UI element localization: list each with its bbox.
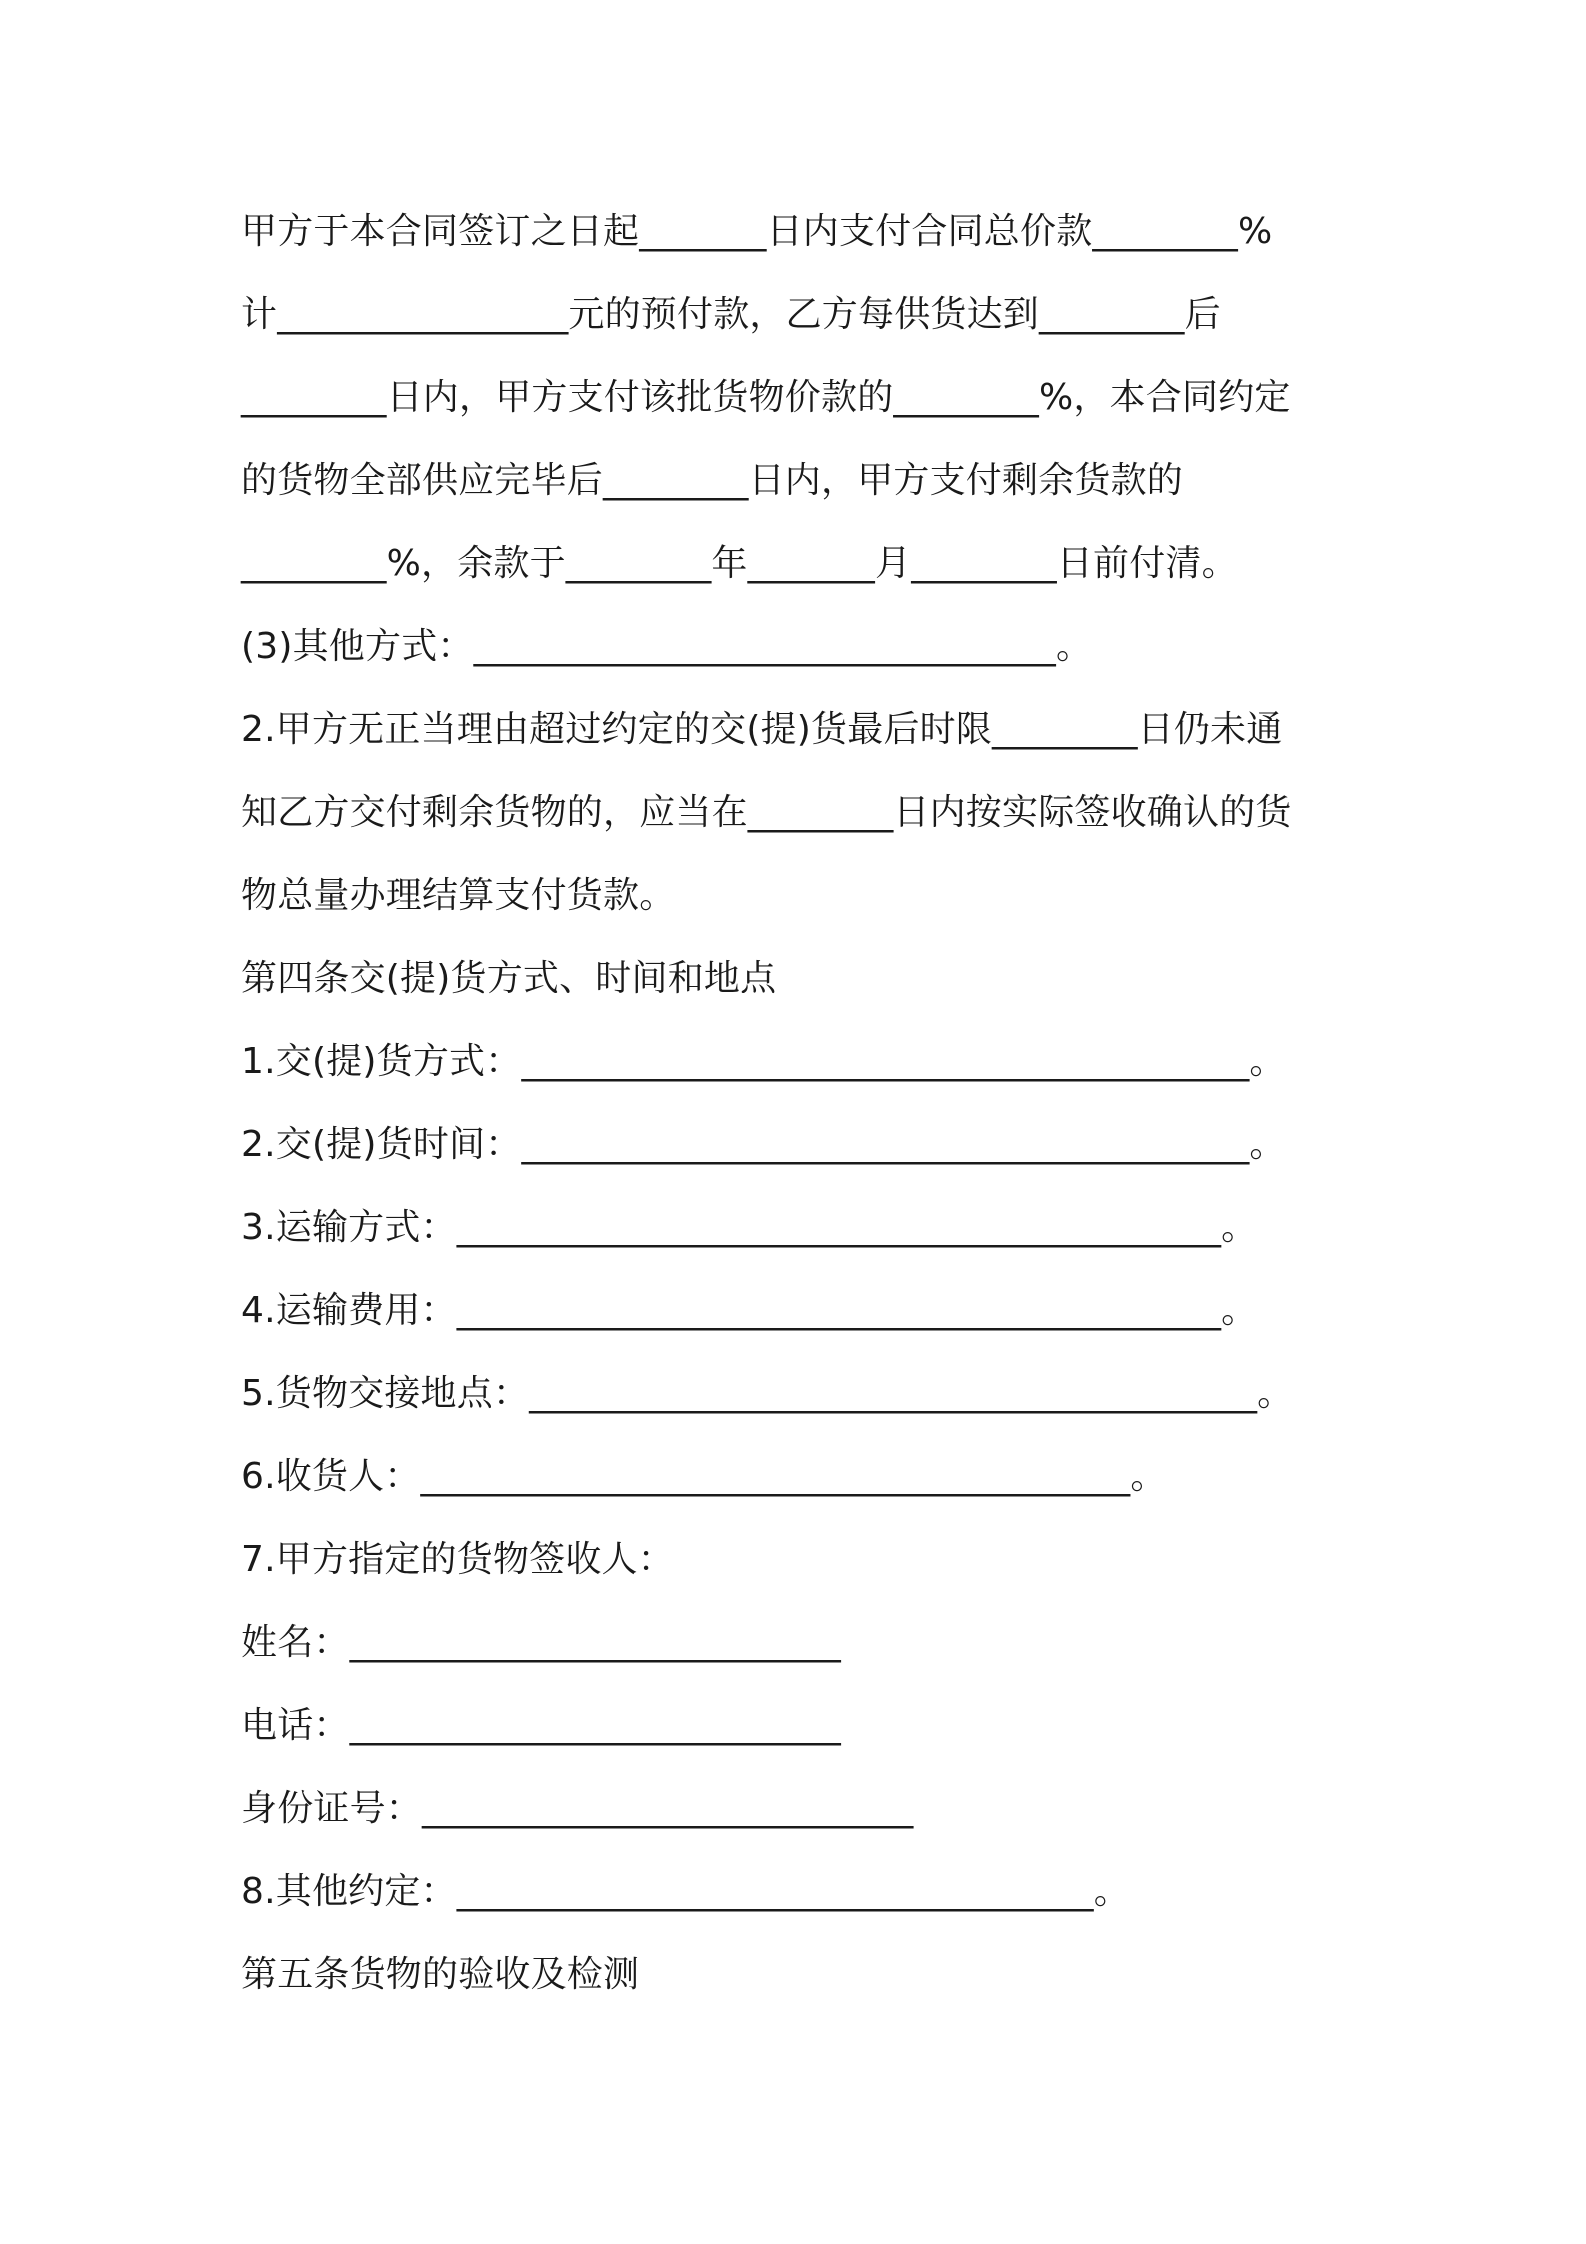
handover-location-line: 5.货物交接地点：________________________________________。 xyxy=(241,1373,1294,1414)
designated-signer-heading: 7.甲方指定的货物签收人： xyxy=(241,1539,674,1580)
delivery-time-line: 2.交(提)货时间：________________________________________。 xyxy=(241,1124,1286,1165)
settlement-clause-line-2: 知乙方交付剩余货物的，应当在________日内按实际签收确认的货 xyxy=(241,792,1292,833)
consignee-line: 6.收货人：_______________________________________。 xyxy=(241,1456,1167,1497)
transport-method-line: 3.运输方式：__________________________________________。 xyxy=(241,1207,1258,1248)
transport-cost-line: 4.运输费用：__________________________________________。 xyxy=(241,1290,1258,1331)
payment-terms-line-4: 的货物全部供应完毕后________日内，甲方支付剩余货款的 xyxy=(241,460,1184,501)
payment-terms-line-5: ________%，余款于________年_______月________日前付清。 xyxy=(241,543,1238,584)
settlement-clause-line-1: 2.甲方无正当理由超过约定的交(提)货最后时限________日仍未通 xyxy=(241,709,1283,750)
payment-terms-line-2: 计________________元的预付款，乙方每供货达到________后 xyxy=(241,294,1221,335)
article-five-heading: 第五条货物的验收及检测 xyxy=(241,1954,640,1995)
settlement-clause-line-3: 物总量办理结算支付货款。 xyxy=(241,875,676,916)
delivery-method-line: 1.交(提)货方式：________________________________________。 xyxy=(241,1041,1286,1082)
signer-name-line: 姓名：___________________________ xyxy=(241,1622,841,1663)
payment-terms-line-3: ________日内，甲方支付该批货物价款的________%，本合同约定 xyxy=(241,377,1291,418)
other-payment-method-line: (3)其他方式：________________________________。 xyxy=(241,626,1093,667)
signer-phone-line: 电话：___________________________ xyxy=(241,1705,841,1746)
article-four-heading: 第四条交(提)货方式、时间和地点 xyxy=(241,958,777,999)
other-agreements-line: 8.其他约定：___________________________________。 xyxy=(241,1871,1130,1912)
signer-id-number-line: 身份证号：___________________________ xyxy=(241,1788,914,1829)
payment-terms-line-1: 甲方于本合同签订之日起_______日内支付合同总价款________% xyxy=(241,211,1273,252)
